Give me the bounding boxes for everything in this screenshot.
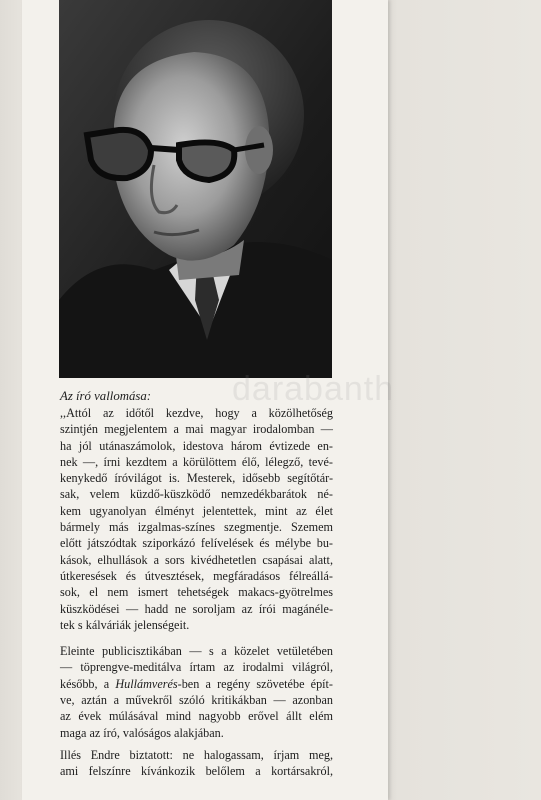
- text-line: bármely más izgalmas-színes szegmentje. Szemem: [60, 520, 333, 535]
- portrait-image: [59, 0, 332, 378]
- text-prefix: később, a: [60, 676, 116, 691]
- author-portrait-photo: [59, 0, 332, 378]
- text-line: Eleinte publicisztikában — s a közelet vetületében: [60, 644, 333, 659]
- text-line: az évek múlásával mind nagyobb erővel állt elém: [60, 709, 333, 724]
- text-line: ha jól utánaszámolok, idestova három évtizede en-: [60, 438, 333, 453]
- text-line-with-title: [60, 676, 333, 692]
- author-statement-text: [60, 405, 333, 780]
- text-line: szintjén megjelentem a mai magyar irodalomban —: [60, 422, 333, 437]
- book-title-italic: Hullámverés: [115, 676, 178, 691]
- background-right: [388, 0, 541, 800]
- text-line: maga az író, valóságos alakjában.: [60, 725, 224, 740]
- watermark-text: darabanth: [232, 370, 395, 408]
- text-line: — töprengve-meditálva írtam az irodalmi világról,: [60, 660, 333, 675]
- caption-heading: Az író vallomása:: [60, 389, 151, 403]
- text-suffix: -ben a regény szövetébe épít-: [177, 676, 333, 691]
- text-line: sok, el nem ismert tehetségek makacs-gyötrelmes: [60, 585, 333, 600]
- text-line: ,,Attól az időtől kezdve, hogy a közölhetőség: [60, 406, 333, 420]
- text-line: ve, aztán a művekről szóló kritikákban — azonban: [60, 693, 333, 708]
- paragraph-gap: [60, 633, 333, 643]
- text-line: kenykedő íróvilágot is. Mesterek, idősebb segítőtár-: [60, 471, 333, 486]
- text-line: küszködései — hadd ne soroljam az írói magánéle-: [60, 601, 333, 616]
- text-line: előtt játszódtak sziporkázó felívelések és mélybe bu-: [60, 536, 333, 551]
- text-line: nek —, írni kezdtem a körülöttem élő, lélegző, tevé-: [60, 454, 333, 469]
- background-left: [0, 0, 22, 800]
- text-line: ami felszínre kívánkozik belőlem a kortársakról,: [60, 764, 333, 779]
- text-line: útkeresések és útvesztések, megfáradásos félreállá-: [60, 568, 333, 583]
- text-line: sak, velem küzdő-küszködő nemzedékbarátok né-: [60, 487, 333, 502]
- text-line: kások, elhullások a sors kivédhetetlen csapásai alatt,: [60, 552, 333, 567]
- text-line: Illés Endre biztatott: ne halogassam, írjam meg,: [60, 747, 333, 762]
- text-line: kem ugyanolyan élményt jelentettek, mint az élet: [60, 503, 333, 518]
- text-line: tek s kálváriák jelenségeit.: [60, 617, 190, 632]
